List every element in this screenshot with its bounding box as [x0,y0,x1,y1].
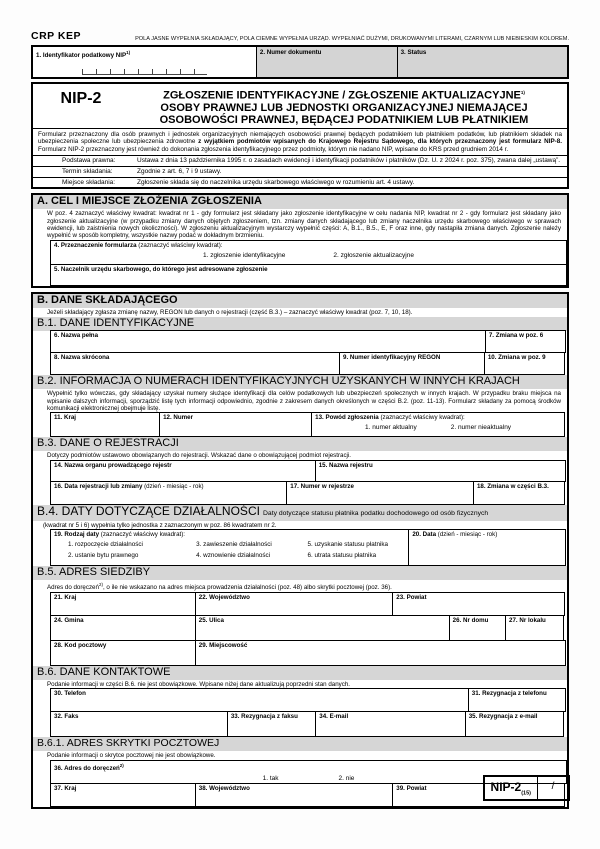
field-39-powiat[interactable]: 39. Powiat [392,783,565,807]
section-b3-header: B.3. DANE O REJESTRACJI [33,437,567,451]
option-uzyskanie-statusu[interactable]: 5. uzyskanie statusu płatnika [307,541,388,549]
field-27-nr-lokalu[interactable]: 27. Nr lokalu [505,615,564,641]
section-a-note: W poz. 4 zaznaczyć właściwy kwadrat: kwadrat nr 1 - gdy formularz jest składany jako zgłoszenie identyfikacyjne w celu nadania NIP, kwadrat nr 2 - gdy formularz jest składany jako zgłoszenie aktualizacyjne (w przypadku zmiany danych objętych zgłoszeniem, tzn. zmiany danych składającego lub zmiany naczelnika urzędu skarbowego właściwego w sprawach ewidencji, lub zaistnienia nowych okoliczności). W zgłoszeniu aktualizacyjnym wystarczy wypełnić części: A, B.1., B.5., E, F oraz inne, gdy nastąpiła zmiana danych. Zgłoszenie należy wypełnić w sposób kompletny, wszystkie nazwy podać w dokładnym brzmieniu. [47,210,561,240]
deadline-row: Termin składania: Zgodnie z art. 6, 7 i 9 ustawy. [33,167,567,178]
field-4-przeznaczenie[interactable]: 4. Przeznaczenie formularza (zaznaczyć właściwy kwadrat): 1. zgłoszenie identyfikacyjne 2. zgłoszenie aktualizacyjne [50,240,567,265]
field-30-telefon[interactable]: 30. Telefon [50,688,469,712]
section-b61-note: Podanie informacji o skrytce pocztowej nie jest obowiązkowe. [47,752,216,760]
section-b-header: B. DANE SKŁADAJĄCEGO [33,294,567,308]
field-14-organ-rejestru[interactable]: 14. Nazwa organu prowadzącego rejestr [50,460,316,482]
option-numer-aktualny[interactable]: 1. numer aktualny [365,424,417,432]
crp-kep-label: CRP KEP [31,30,81,42]
option-zgloszenie-identyfikacyjne[interactable]: 1. zgłoszenie identyfikacyjne [203,251,286,259]
section-b5-note: Adres do doręczeń$^{2)}$, o ile nie wskazano na adres miejsca prowadzenia działalności (poz. 48) albo skrytki pocztowej (poz. 36). [47,582,392,592]
section-b [31,292,569,809]
section-b4-header: B.4. DATY DOTYCZĄCE DZIAŁALNOŚCI Daty dotyczące statusu płatnika podatku dochodowego od osób fizycznych [33,505,567,521]
field-22-wojewodztwo[interactable]: 22. Województwo [195,592,394,616]
field-23-powiat[interactable]: 23. Powiat [392,592,565,616]
nip-comb-boxes[interactable] [82,69,208,75]
section-b4-note2: (kwadrat nr 5 i 6) wypełnia tylko jednostka z zaznaczonym w poz. 86 kwadratem nr 2. [43,521,277,529]
field-29-miejscowosc[interactable]: 29. Miejscowość [195,640,566,666]
field-21-kraj[interactable]: 21. Kraj [50,592,196,616]
top-strip [31,30,569,42]
field-15-nazwa-rejestru[interactable]: 15. Nazwa rejestru [315,460,566,482]
field-24-gmina[interactable]: 24. Gmina [50,615,196,641]
footer-page-indicator: / [551,781,555,792]
field-36-adres-do-doreczen[interactable]: 36. Adres do doręczeń$^{2)}$ 1. tak 2. nie [50,760,567,784]
field-19-rodzaj-daty[interactable]: 19. Rodzaj daty (zaznaczyć właściwy kwadrat): 1. rozpoczęcie działalności 3. zawieszenie działalności 5. uzyskanie statusu płatnika 2. ustanie bytu prawnego 4. wznowienie działalności 6. utrata statusu płatnika [50,529,409,566]
field-35-rezygnacja-email[interactable]: 35. Rezygnacja z e-mail [465,711,564,737]
field-28-kod-pocztowy[interactable]: 28. Kod pocztowy [50,640,196,666]
field-8-nazwa-skrocona[interactable]: 8. Nazwa skrócona [50,352,340,375]
form-title: ZGŁOSZENIE IDENTYFIKACYJNE / ZGŁOSZENIE AKTUALIZACYJNE$^{1)}$ OSOBY PRAWNEJ LUB JEDNOSTKI ORGANIZACYJNEJ NIEMAJĄCEJ OSOBOWOŚCI PRAWNEJ, BĘDĄCEJ PODATNIKIEM LUB PŁATNIKIEM [159,89,529,126]
option-ustanie-bytu[interactable]: 2. ustanie bytu prawnego [68,552,139,560]
section-b61-header: B.6.1. ADRES SKRYTKI POCZTOWEJ [33,737,567,751]
section-b-note: Jeżeli składający zgłasza zmianę nazwy, REGON lub danych o rejestracji (część B.3.) – zaznaczyć właściwy kwadrat (poz. 7, 10, 18). [47,308,413,316]
form-purpose-paragraph: Formularz przeznaczony dla osób prawnych i jednostek organizacyjnych niemających osobowości prawnej będących podatnikiem lub płatnikiem podatków, lub płatnikiem składek na ubezpieczenia społeczne lub ubezpieczenia zdrowotne z wyjątkiem podmiotów wpisanych do Krajowego Rejestru Sądowego, dla których przeznaczony jest formularz NIP-8. Formularz NIP-2 przeznaczony jest również do dokonania zgłoszenia identyfikacyjnego przez podmioty, którym nie nadano NIP, wpisane do KRS przed grudniem 2014 r. [33,129,567,157]
section-b3-note: Dotyczy podmiotów ustawowo obowiązanych do rejestracji. Wskazać dane o obowiązującej podmiot rejestracji. [47,452,352,460]
section-b6-header: B.6. DANE KONTAKTOWE [33,666,567,680]
field-31-rezygnacja-telefon[interactable]: 31. Rezygnacja z telefonu [468,688,566,712]
field-34-email[interactable]: 34. E-mail [315,711,465,737]
section-a [31,193,569,288]
field-3-status: 3. Status [398,47,567,77]
field-2-numer-dokumentu: 2. Numer dokumentu [257,47,398,77]
id-row [31,45,569,79]
field-38-wojewodztwo[interactable]: 38. Województwo [195,783,394,807]
nip2-form [31,30,569,809]
field-6-nazwa-pelna[interactable]: 6. Nazwa pełna [50,330,486,353]
option-nie[interactable]: 2. nie [338,774,355,782]
field-1-nip[interactable] [33,47,257,77]
footer-form-code: NIP-$2_{(15)}$ [485,777,538,799]
legal-basis-row: Podstawa prawna: Ustawa z dnia 13 października 1995 r. o zasadach ewidencji i identyfikacji podatników i płatników (Dz. U. z 2024 r. poz. 375), zwana dalej „ustawą”. [33,156,567,167]
fill-instruction: POLA JASNE WYPEŁNIA SKŁADAJĄCY, POLA CIEMNE WYPEŁNIA URZĄD. WYPEŁNIAĆ DUŻYMI, DRUKOWANYMI LITERAMI, CZARNYM LUB NIEBIESKIM KOLOREM. [135,36,569,42]
field-33-rezygnacja-faks[interactable]: 33. Rezygnacja z faksu [227,711,316,737]
section-b6-note: Podanie informacji w części B.6. nie jest obowiązkowe. Wpisane niżej dane aktualizują poprzedni stan danych. [47,680,351,688]
option-utrata-statusu[interactable]: 6. utrata statusu płatnika [307,552,377,560]
field-20-data[interactable]: 20. Data (dzień - miesiąc - rok) [408,529,566,566]
field-37-kraj[interactable]: 37. Kraj [50,783,196,807]
field-32-faks[interactable]: 32. Faks [50,711,228,737]
field-9-regon[interactable]: 9. Numer identyfikacyjny REGON [339,352,485,375]
section-b1-header: B.1. DANE IDENTYFIKACYJNE [33,317,567,331]
field-17-numer-w-rejestrze[interactable]: 17. Numer w rejestrze [286,481,474,505]
option-tak[interactable]: 1. tak [262,774,279,782]
place-row: Miejsce składania: Zgłoszenie składa się do naczelnika urzędu skarbowego właściwego w rozumieniu art. 4 ustawy. [62,178,415,186]
section-a-header: A. CEL I MIEJSCE ZŁOŻENIA ZGŁOSZENIA [33,195,567,209]
option-numer-nieaktualny[interactable]: 2. numer nieaktualny [450,424,512,432]
field-13-powod-zgloszenia[interactable]: 13. Powód zgłoszenia (zaznaczyć właściwy kwadrat): 1. numer aktualny 2. numer nieaktualny [311,412,565,437]
field-10-zmiana-poz9[interactable]: 10. Zmiana w poz. 9 [484,352,565,375]
form-code: NIP-2 [60,90,102,107]
option-rozpoczecie-dzialalnosci[interactable]: 1. rozpoczęcie działalności [68,541,143,549]
section-b2-header: B.2. INFORMACJA O NUMERACH IDENTYFIKACYJNYCH UZYSKANYCH W INNYCH KRAJACH [33,375,567,389]
section-b5-header: B.5. ADRES SIEDZIBY [33,566,567,580]
field-11-kraj[interactable]: 11. Kraj [50,412,160,437]
section-b2-note: Wypełnić tylko wówczas, gdy składający uzyskał numery służące identyfikacji dla celów podatkowych lub ubezpieczeń społecznych w innych krajach. W przypadku braku miejsca na wpisanie dalszych informacji, sporządzić listę tych informacji odpowiednio, zgodnie z zakresem danych określonych w części B.2. (poz. 11-13). Formularz składany za pomocą środków komunikacji elektronicznej obejmuje listę. [47,390,561,413]
field-16-data-rejestracji[interactable]: 16. Data rejestracji lub zmiany (dzień - miesiąc - rok) [50,481,287,505]
field-26-nr-domu[interactable]: 26. Nr domu [449,615,506,641]
option-zgloszenie-aktualizacyjne[interactable]: 2. zgłoszenie aktualizacyjne [333,251,414,259]
title-block [31,82,569,189]
field-25-ulica[interactable]: 25. Ulica [195,615,450,641]
form-footer [483,775,570,801]
field-1-label: 1. Identyfikator podatkowy NIP$^{1)}$ [36,50,131,60]
field-5-naczelnik[interactable]: 5. Naczelnik urzędu skarbowego, do którego jest adresowane zgłoszenie [50,264,567,286]
field-18-zmiana-b3[interactable]: 18. Zmiana w części B.3. [473,481,565,505]
field-7-zmiana-poz6[interactable]: 7. Zmiana w poz. 6 [485,330,566,353]
option-wznowienie-dzialalnosci[interactable]: 4. wznowienie działalności [196,552,271,560]
option-zawieszenie-dzialalnosci[interactable]: 3. zawieszenie działalności [196,541,272,549]
field-12-numer[interactable]: 12. Numer [159,412,312,437]
